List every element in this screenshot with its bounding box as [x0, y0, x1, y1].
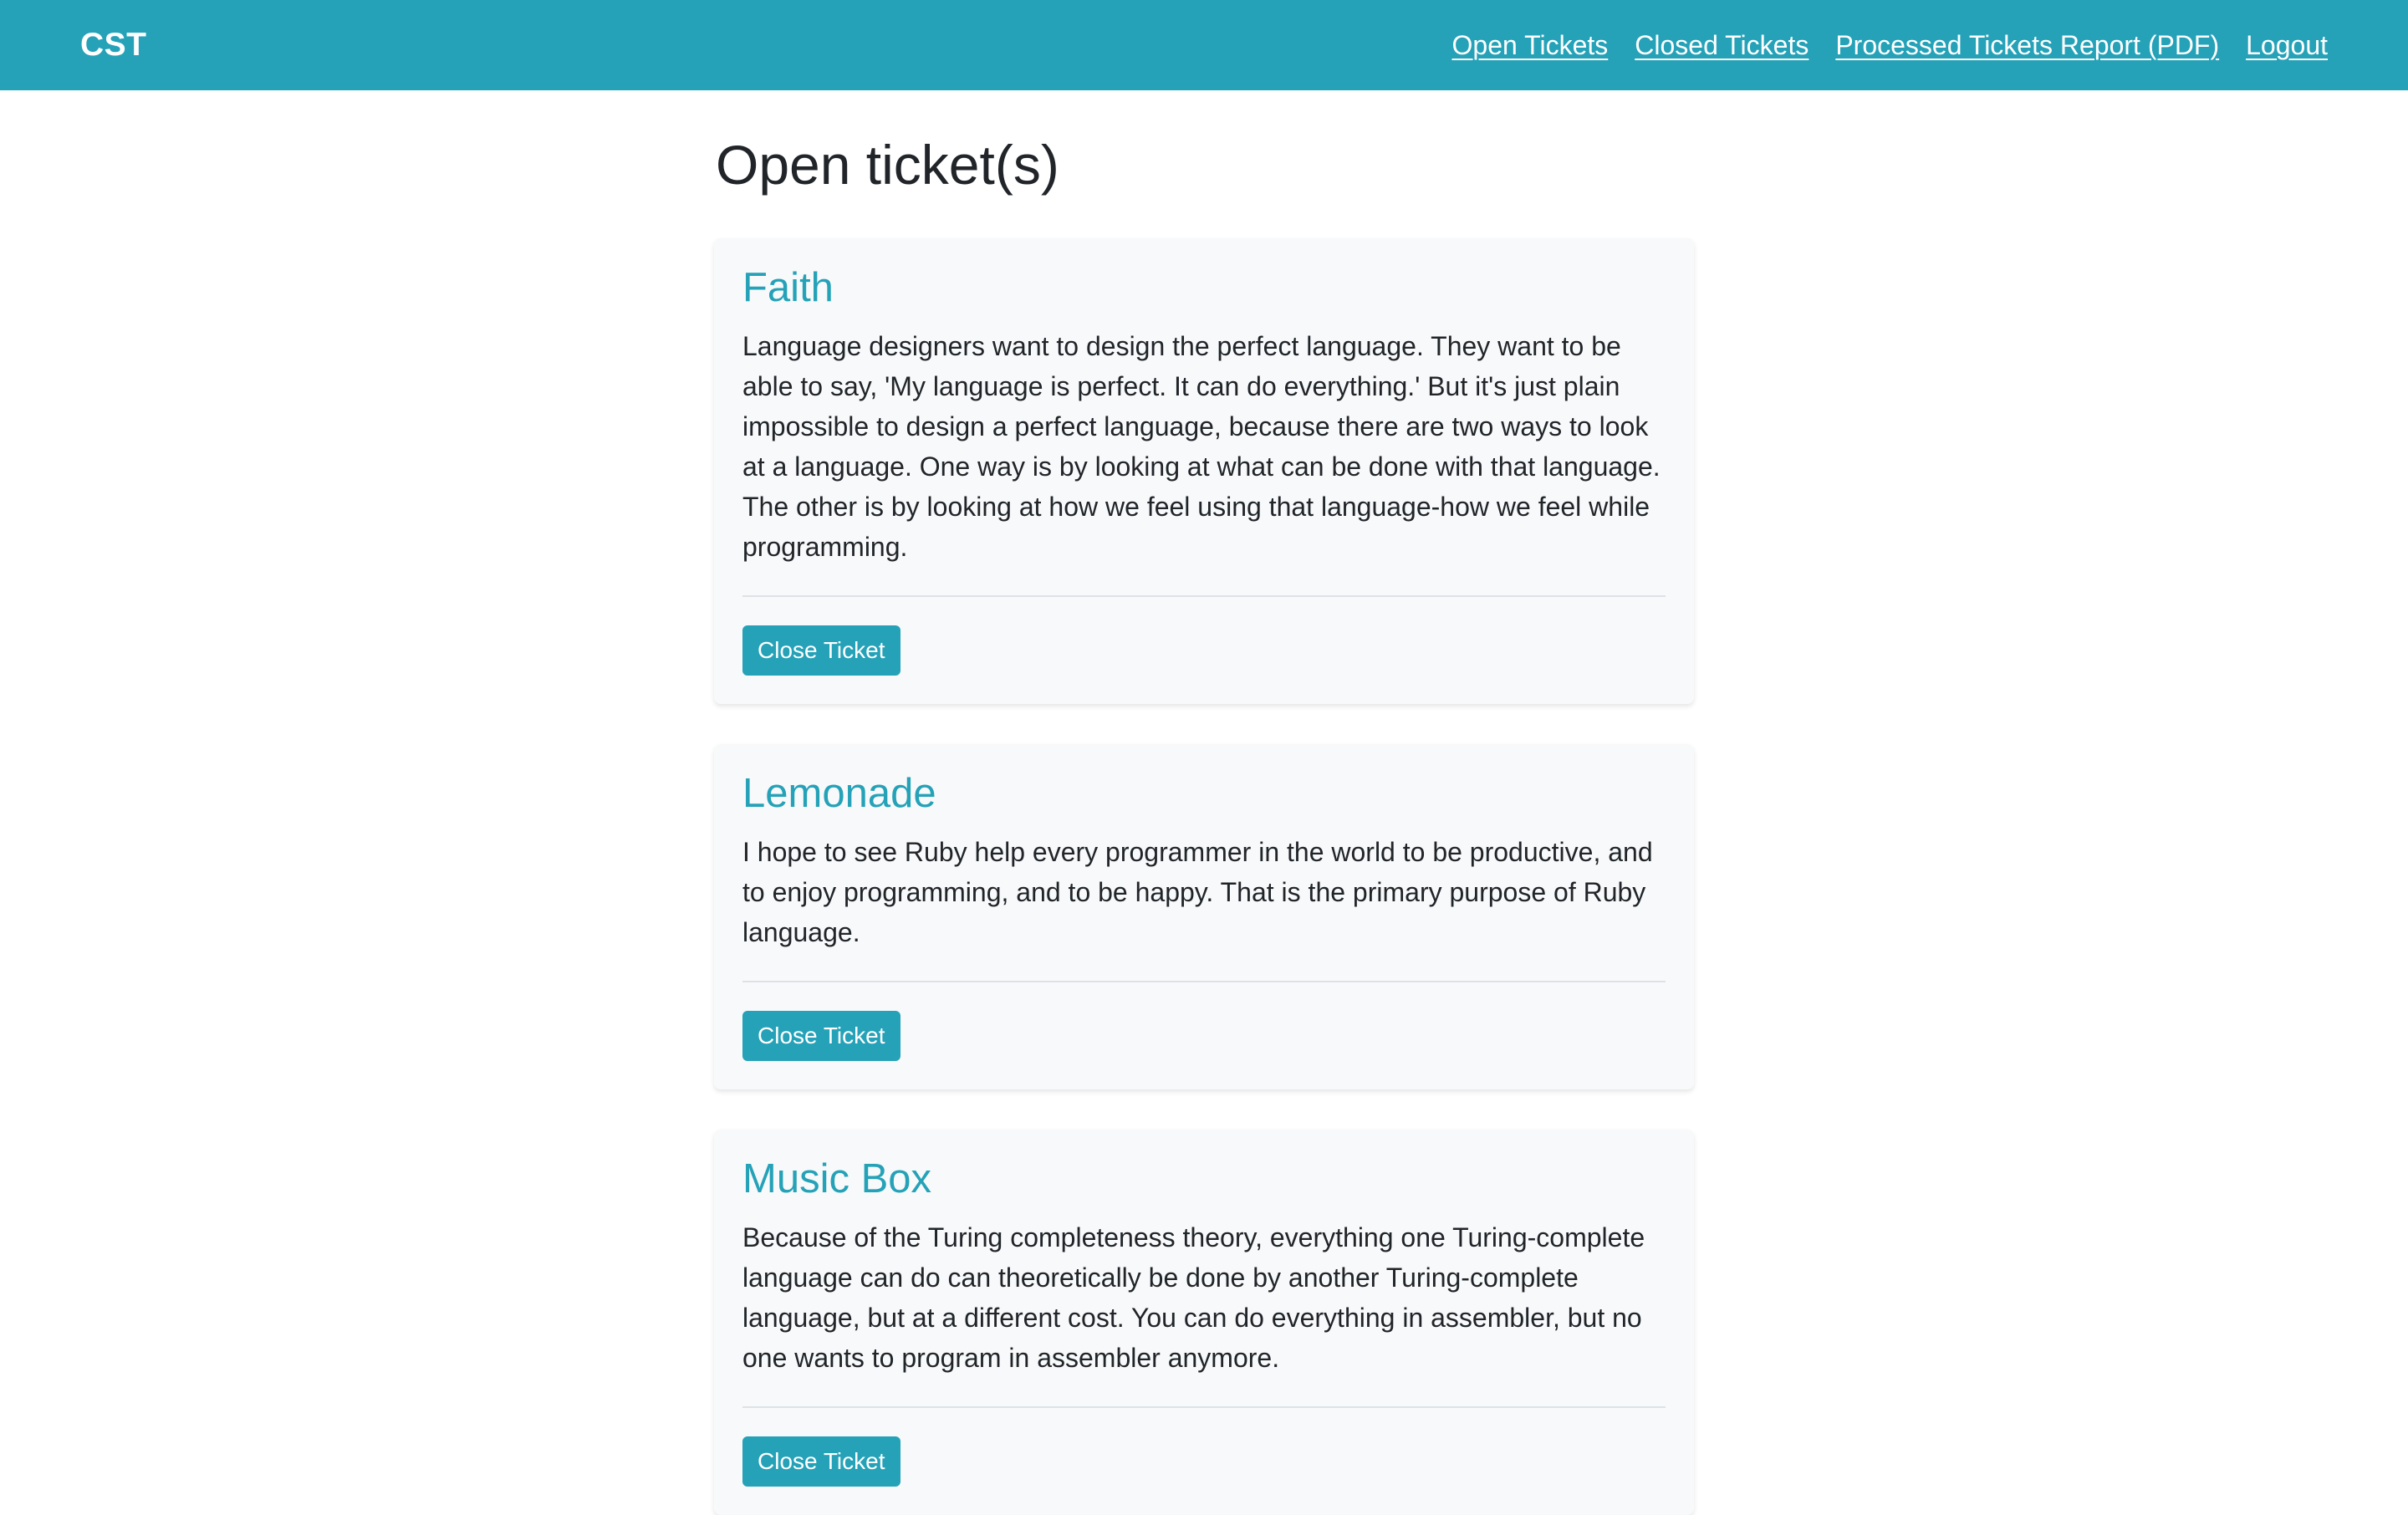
- ticket-card: [714, 744, 1694, 1089]
- close-ticket-button[interactable]: Close Ticket: [742, 625, 900, 676]
- nav-link-closed-tickets[interactable]: Closed Tickets: [1635, 29, 1809, 60]
- main-content: [714, 132, 1694, 1515]
- brand-logo[interactable]: CST: [80, 27, 147, 63]
- card-divider: [742, 1406, 1666, 1408]
- top-navbar: [0, 0, 2408, 90]
- ticket-title: Lemonade: [742, 770, 936, 816]
- ticket-body: Language designers want to design the perfect language. They want to be able to say, 'My language is perfect. It can do everything.' But it's just plain impossible to design a perfect language, because there are two ways to look at a language. One way is by looking at what can be done with that language. The other is by looking at how we feel using that language-how we feel while programming.: [742, 330, 1661, 562]
- ticket-body: Because of the Turing completeness theory, everything one Turing-complete language can do can theoretically be done by another Turing-complete language, but at a different cost. You can do everything in assembler, but no one wants to program in assembler anymore.: [742, 1222, 1645, 1373]
- ticket-card: [714, 1130, 1694, 1515]
- ticket-title: Music Box: [742, 1155, 932, 1201]
- ticket-title: Faith: [742, 265, 834, 311]
- close-ticket-button[interactable]: Close Ticket: [742, 1011, 900, 1061]
- card-divider: [742, 981, 1666, 982]
- ticket-card: [714, 238, 1694, 704]
- close-ticket-button[interactable]: Close Ticket: [742, 1436, 900, 1487]
- card-divider: [742, 595, 1666, 597]
- nav-link-logout[interactable]: Logout: [2246, 29, 2328, 60]
- page-title: Open ticket(s): [716, 134, 1059, 196]
- nav-link-processed-report[interactable]: Processed Tickets Report (PDF): [1835, 29, 2220, 60]
- nav-links: [1452, 30, 2329, 61]
- nav-link-open-tickets[interactable]: Open Tickets: [1451, 29, 1609, 60]
- ticket-body: I hope to see Ruby help every programmer in the world to be productive, and to enjoy programming, and to be happy. That is the primary purpose of Ruby language.: [742, 836, 1653, 947]
